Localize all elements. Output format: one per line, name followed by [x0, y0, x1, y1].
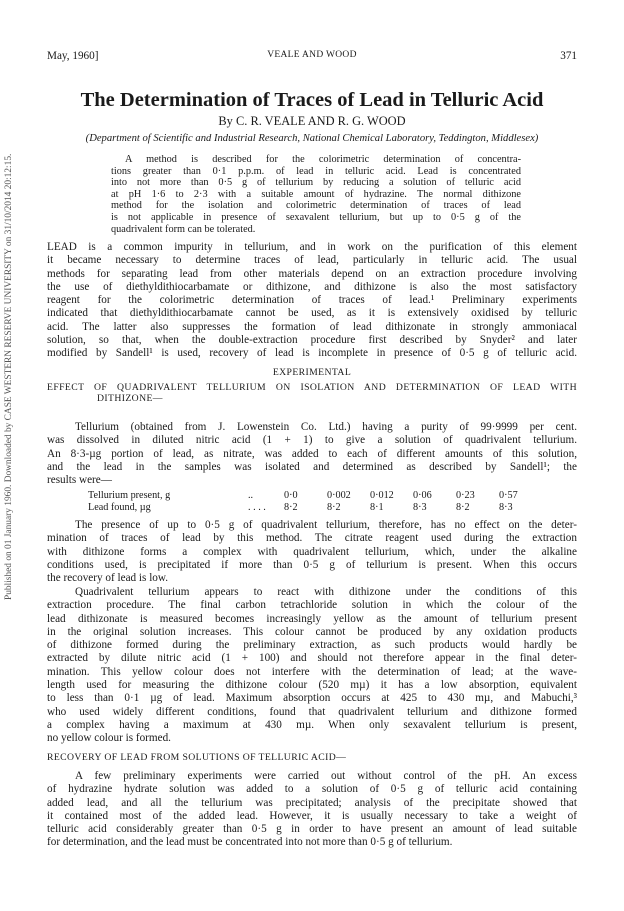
row-leader: . . . . [248, 501, 266, 513]
intro-line: indicated that diethyldithiocarbamate cannot be used, as it is extensively oxidised by telluric [47, 307, 577, 320]
experimental-heading: EXPERIMENTAL [272, 367, 352, 378]
abstract-line: quadrivalent form can be tolerated. [111, 223, 256, 235]
effect-line: Tellurium (obtained from J. Lowenstein Co. Ltd.) having a purity of 99·9999 per cent. [75, 421, 577, 433]
quadrivalent-line: mination. This yellow colour does not interfere with the determination of lead; at the wave- [47, 665, 577, 678]
effect-heading-line: EFFECT OF QUADRIVALENT TELLURIUM ON ISOLATION AND DETERMINATION OF LEAD WITH [47, 382, 577, 393]
presence-line: the recovery of lead is low. [47, 572, 169, 585]
article-title: The Determination of Traces of Lead in Telluric Acid [80, 89, 544, 111]
table-cell: 8·2 [327, 501, 341, 513]
abstract-line: method for the isolation and colorimetric determination of traces of lead [111, 200, 521, 212]
quadrivalent-line: to less than 0·1 µg of lead. Maximum absorption occurs at 425 to 430 mµ, and Mabuchi,³ [47, 692, 577, 705]
abstract-line: A method is described for the colorimetric determination of concentra- [125, 154, 521, 165]
quadrivalent-line: in the original solution increases. This colour cannot be produced by any oxidation products [47, 625, 577, 638]
page-number: 371 [560, 50, 577, 62]
table-cell: 8·3 [413, 501, 427, 513]
recovery-paragraph [47, 770, 577, 850]
running-header [47, 50, 577, 64]
byline: By C. R. VEALE AND R. G. WOOD [218, 114, 406, 128]
quadrivalent-line: a complex having a maximum at 430 mµ. When only sexavalent tellurium is present, [47, 718, 577, 731]
download-side-note [4, 60, 18, 600]
intro-line: the use of diethyldithiocarbamate or dithizone, and dithizone is also the most satisfactory [47, 280, 577, 293]
intro-line: modified by Sandell¹ is used, recovery of lead is incomplete in presence of 0·5 g of telluric acid. [47, 347, 577, 360]
presence-line: The presence of up to 0·5 g of quadrivalent tellurium, therefore, has no effect on the deter- [75, 519, 577, 531]
abstract [111, 154, 521, 235]
quadrivalent-line: length used for measuring the dithizone colour (520 mµ) it has a low absorption, equivalent [47, 679, 577, 692]
intro-line: reagent for the colorimetric determination of traces of lead.¹ Preliminary experiments [47, 294, 577, 307]
row-label: Lead found, µg [88, 501, 151, 513]
recovery-line: of hydrazine hydrate solution was added to a solution of 0·5 g of telluric acid containing [47, 783, 577, 796]
effect-line: An 8·3-µg portion of lead, as nitrate, was added to each of different amounts of this solution, [47, 447, 577, 460]
table-cell: 0·23 [456, 490, 475, 501]
abstract-line: is not applicable in presence of sexavalent tellurium, but up to 0·5 g of the [111, 211, 521, 223]
abstract-line: tions greater than 0·1 p.p.m. of lead in telluric acid. Lead is concentrated [111, 165, 521, 177]
abstract-line: at pH 1·6 to 2·3 with a suitable amount of hydrazine. The normal dithizone [111, 188, 521, 200]
quadrivalent-line: no yellow colour is formed. [47, 732, 171, 745]
intro-line: it became necessary to determine traces of lead, particularly in telluric acid. The usual [47, 254, 577, 267]
effect-line: and the lead in the samples was isolated and determined as described by Sandell¹; the [47, 460, 577, 473]
intro-line: LEAD is a common impurity in tellurium, and in work on the purification of this element [47, 241, 577, 253]
presence-line: with dithizone forms a complex with quadrivalent tellurium, which, under the alkaline [47, 545, 577, 558]
effect-paragraph [47, 421, 577, 487]
intro-line: acid. The latter also suppresses the formation of lead dithizonate in strongly ammoniacal [47, 320, 577, 333]
recovery-line: A few preliminary experiments were carried out without control of the pH. An excess [75, 770, 577, 782]
table-cell: 0·57 [499, 490, 518, 501]
header-authors: VEALE AND WOOD [267, 50, 357, 60]
download-side-note-text: Published on 01 January 1960. Downloaded by CASE WESTERN RESERVE UNIVERSITY on 31/10/2014 20:12:15. [4, 153, 14, 600]
table-cell: 8·2 [456, 501, 470, 513]
table-cell: 0·002 [327, 490, 351, 501]
intro-line: methods for separating lead from other materials depend on an extraction procedure involving [47, 267, 577, 280]
presence-paragraph [47, 519, 577, 585]
recovery-heading: RECOVERY OF LEAD FROM SOLUTIONS OF TELLURIC ACID— [47, 752, 347, 763]
table-cell: 0·0 [284, 490, 298, 501]
presence-line: conditions used, is precipitated if more than 0·5 g of tellurium is present. When this occurs [47, 558, 577, 571]
table-row [88, 490, 542, 502]
table-cell: 0·012 [370, 490, 394, 501]
table-cell: 0·06 [413, 490, 432, 501]
quadrivalent-line: who used widely different conditions, found that quadrivalent tellurium and dithizone formed [47, 705, 577, 718]
header-date: May, 1960] [47, 50, 99, 62]
table-cell: 8·1 [370, 501, 384, 513]
recovery-line: telluric acid considerably greater than 0·5 g in order to have present an amount of lead suitable [47, 823, 577, 836]
recovery-line: added lead, and all the tellurium was precipitated; analysis of the precipitate showed that [47, 796, 577, 809]
effect-heading-line: DITHIZONE— [97, 393, 163, 404]
affiliation: (Department of Scientific and Industrial Research, National Chemical Laboratory, Teddington, Middlesex) [85, 133, 539, 144]
abstract-line: into not more than 0·5 g of tellurium by reducing a solution of telluric acid [111, 177, 521, 189]
table-row [88, 502, 542, 514]
row-label: Tellurium present, g [88, 490, 171, 501]
quadrivalent-line: Quadrivalent tellurium appears to react with dithizone under the conditions of this [75, 586, 577, 598]
intro-line: solution, so that, when the double-extraction procedure first described by Snyder² and later [47, 334, 577, 347]
quadrivalent-line: lead dithizonate is measured becomes increasingly yellow as the amount of tellurium present [47, 612, 577, 625]
recovery-line: for determination, and the lead must be concentrated into not more than 0·5 g of tellurium. [47, 836, 453, 849]
quadrivalent-line: extraction procedure. The final carbon tetrachloride solution in which the colour of the [47, 599, 577, 612]
effect-line: results were— [47, 474, 112, 487]
row-leader: .. [248, 490, 254, 501]
quadrivalent-line: extracted by dilute nitric acid (1 + 100) and should not therefore appear in the final deter- [47, 652, 577, 665]
quadrivalent-paragraph [47, 586, 577, 746]
intro-paragraph [47, 241, 577, 361]
results-table [88, 490, 542, 513]
table-cell: 8·2 [284, 501, 298, 513]
effect-heading [47, 382, 577, 404]
quadrivalent-line: of dithizone formed during the preliminary extraction, as such products would hardly be [47, 639, 577, 652]
table-cell: 8·3 [499, 501, 513, 513]
recovery-line: it contained most of the added lead. However, it is usually necessary to take a weight of [47, 809, 577, 822]
presence-line: mination of traces of lead by this method. The citrate reagent used during the extraction [47, 532, 577, 545]
effect-line: was dissolved in diluted nitric acid (1 + 1) to give a solution of quadrivalent tellurium. [47, 434, 577, 447]
